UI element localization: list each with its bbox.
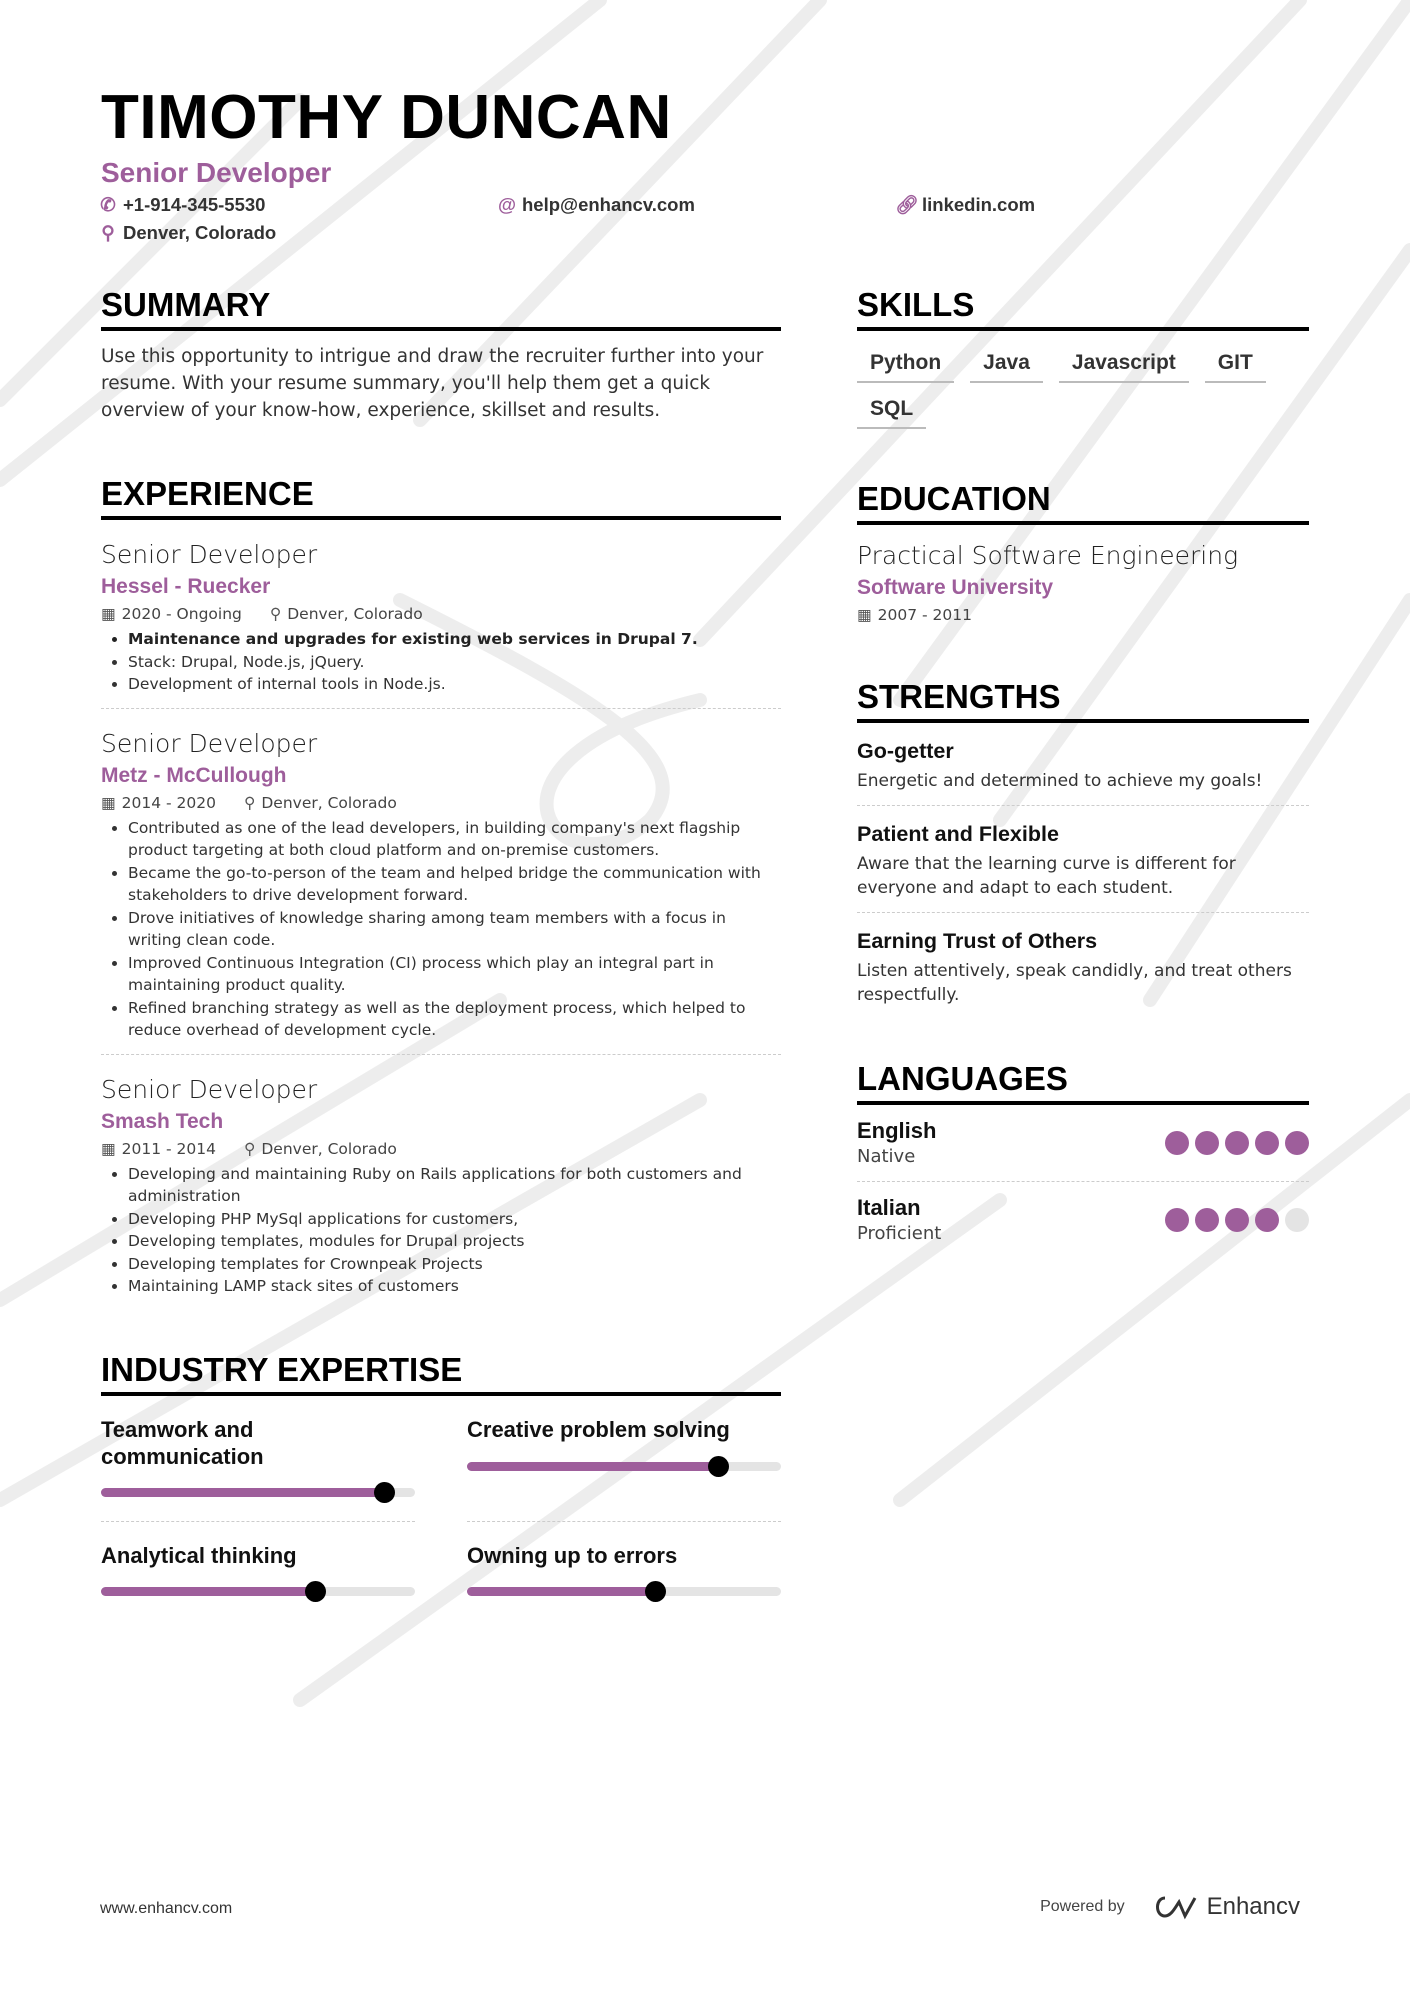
experience-entry xyxy=(101,709,781,1055)
expertise-slider-knob xyxy=(708,1456,729,1477)
job-meta xyxy=(101,602,781,626)
strength-item xyxy=(857,913,1309,1019)
education-degree: Practical Software Engineering xyxy=(857,541,1239,570)
summary-text: Use this opportunity to intrigue and draw the recruiter further into your resume. With your resume summary, you'll help them get a quick overview of your know-how, experience, skillset and results. xyxy=(101,346,764,421)
summary-section xyxy=(101,285,781,424)
job-title: Senior Developer xyxy=(101,540,318,569)
job-location xyxy=(244,1137,397,1161)
expertise-label: Owning up to errors xyxy=(467,1542,678,1568)
job-dates xyxy=(101,791,216,815)
job-meta xyxy=(101,1137,781,1161)
rating-dot xyxy=(1285,1208,1309,1232)
language-rating xyxy=(1165,1131,1309,1155)
job-location xyxy=(270,602,423,626)
rating-dot xyxy=(1225,1131,1249,1155)
job-meta xyxy=(101,791,781,815)
expertise-item xyxy=(467,1410,781,1522)
company-name: Hessel - Ruecker xyxy=(101,575,271,598)
expertise-label: Analytical thinking xyxy=(101,1542,297,1568)
bullet-item: • Developing templates for Crownpeak Projects xyxy=(128,1253,781,1276)
dates-text: 2011 - 2014 xyxy=(121,1139,216,1158)
contact-email[interactable] xyxy=(497,194,695,216)
expertise-item xyxy=(101,1536,415,1620)
expertise-slider-track xyxy=(467,1587,781,1596)
skill-tag: Java xyxy=(970,351,1043,383)
contact-phone[interactable] xyxy=(101,194,265,216)
rating-dot xyxy=(1285,1131,1309,1155)
education-dates xyxy=(857,603,1309,627)
phone-icon: ✆ xyxy=(100,194,116,215)
job-dates xyxy=(101,602,242,626)
job-title: Senior Developer xyxy=(101,1074,318,1104)
link-icon: 🔗︎ xyxy=(895,194,919,215)
job-title: Senior Developer xyxy=(101,728,318,758)
contact-link[interactable] xyxy=(895,194,1036,216)
language-level: Proficient xyxy=(857,1223,942,1244)
skill-tag: GIT xyxy=(1205,351,1266,383)
rating-dot xyxy=(1165,1131,1189,1155)
brand-name: Enhancv xyxy=(1206,1893,1300,1920)
dates-text: 2014 - 2020 xyxy=(121,793,216,812)
expertise-label: Creative problem solving xyxy=(467,1416,730,1442)
footer-powered-by xyxy=(1040,1893,1300,1921)
strength-item xyxy=(857,723,1309,806)
strength-item xyxy=(857,806,1309,913)
contact-location xyxy=(101,222,276,244)
expertise-item xyxy=(101,1410,415,1522)
enhancv-logo[interactable] xyxy=(1151,1893,1300,1921)
section-title: STRENGTHS xyxy=(857,677,1309,723)
job-bullets xyxy=(128,1163,781,1298)
bullet-item: • Became the go-to-person of the team and helped bridge the communication with stakeholders to drive development forward. xyxy=(128,862,781,907)
location-pin-icon: ⚲ xyxy=(269,605,282,623)
job-dates xyxy=(101,1137,216,1161)
at-icon: @ xyxy=(497,194,517,215)
location-pin-icon: ⚲ xyxy=(244,1139,256,1158)
location-text: Denver, Colorado xyxy=(287,605,423,623)
location-text: Denver, Colorado xyxy=(261,1139,397,1158)
skill-tag: SQL xyxy=(857,397,926,429)
expertise-slider-fill xyxy=(467,1587,655,1596)
strength-description: Listen attentively, speak candidly, and treat others respectfully. xyxy=(857,961,1292,1005)
experience-section xyxy=(101,474,781,1310)
job-bullets xyxy=(128,817,781,1042)
rating-dot xyxy=(1195,1131,1219,1155)
expertise-slider-track xyxy=(467,1462,781,1471)
bullet-item: • Developing and maintaining Ruby on Rails applications for both customers and administration xyxy=(128,1163,781,1208)
section-title: LANGUAGES xyxy=(857,1059,1309,1105)
calendar-icon: ▦ xyxy=(101,793,116,812)
contact-info xyxy=(101,194,1311,252)
bullet-item: • Maintaining LAMP stack sites of customers xyxy=(128,1275,781,1298)
calendar-icon: ▦ xyxy=(101,1139,116,1158)
section-title: EDUCATION xyxy=(857,479,1309,525)
email-text: help@enhancv.com xyxy=(522,194,695,215)
job-bullets xyxy=(128,628,781,696)
expertise-slider-knob xyxy=(645,1581,666,1602)
powered-by-text: Powered by xyxy=(1040,1898,1125,1915)
skill-tag: Javascript xyxy=(1059,351,1189,383)
section-title: INDUSTRY EXPERTISE xyxy=(101,1350,781,1396)
expertise-slider-fill xyxy=(467,1462,718,1471)
location-pin-icon: ⚲ xyxy=(101,222,115,243)
rating-dot xyxy=(1255,1131,1279,1155)
location-text: Denver, Colorado xyxy=(123,222,277,243)
link-text: linkedin.com xyxy=(922,194,1036,215)
rating-dot xyxy=(1225,1208,1249,1232)
candidate-name: TIMOTHY DUNCAN xyxy=(101,83,672,152)
bullet-item: • Improved Continuous Integration (CI) process which play an integral part in maintaining product quality. xyxy=(128,952,781,997)
phone-text: +1-914-345-5530 xyxy=(123,194,266,215)
language-info xyxy=(857,1117,936,1169)
bullet-item: • Maintenance and upgrades for existing web services in Drupal 7. xyxy=(128,628,781,651)
company-name: Metz - McCullough xyxy=(101,763,287,787)
rating-dot xyxy=(1195,1208,1219,1232)
education-school: Software University xyxy=(857,576,1054,599)
bullet-item: • Developing templates, modules for Drupal projects xyxy=(128,1230,781,1253)
location-text: Denver, Colorado xyxy=(261,793,397,812)
strength-title: Patient and Flexible xyxy=(857,822,1059,846)
expertise-slider-knob xyxy=(374,1482,395,1503)
bullet-item: • Contributed as one of the lead developers, in building company's next flagship product targeting at both cloud platform and on-premise customers. xyxy=(128,817,781,862)
enhancv-logo-icon xyxy=(1151,1894,1199,1920)
expertise-item xyxy=(467,1536,781,1620)
skills-section xyxy=(857,285,1309,429)
section-title: EXPERIENCE xyxy=(101,474,781,520)
bullet-item: • Developing PHP MySql applications for customers, xyxy=(128,1208,781,1231)
language-info xyxy=(857,1194,941,1246)
language-name: English xyxy=(857,1118,937,1143)
language-rating xyxy=(1165,1208,1309,1232)
expertise-slider-track xyxy=(101,1587,415,1596)
calendar-icon: ▦ xyxy=(857,606,872,624)
section-title: SKILLS xyxy=(857,285,1309,331)
left-column xyxy=(101,285,781,1634)
section-title: SUMMARY xyxy=(101,285,781,331)
language-item xyxy=(857,1182,1309,1258)
calendar-icon: ▦ xyxy=(101,605,116,623)
skill-tag: Python xyxy=(857,351,954,383)
right-column xyxy=(857,285,1309,1258)
strengths-section xyxy=(857,677,1309,1019)
language-level: Native xyxy=(857,1146,916,1167)
footer-website[interactable]: www.enhancv.com xyxy=(100,1900,233,1917)
language-item xyxy=(857,1105,1309,1182)
expertise-slider-track xyxy=(101,1488,415,1497)
bullet-item: • Development of internal tools in Node.js. xyxy=(128,673,781,696)
strength-title: Earning Trust of Others xyxy=(857,929,1098,953)
expertise-slider-fill xyxy=(101,1488,384,1497)
expertise-label: Teamwork and communication xyxy=(101,1416,264,1469)
resume-header xyxy=(101,82,1311,252)
strength-title: Go-getter xyxy=(857,739,954,763)
job-location xyxy=(244,791,397,815)
dates-text: 2007 - 2011 xyxy=(877,606,972,624)
company-name: Smash Tech xyxy=(101,1109,224,1133)
location-pin-icon: ⚲ xyxy=(244,793,256,812)
candidate-role: Senior Developer xyxy=(101,157,332,188)
strength-description: Aware that the learning curve is different for everyone and adapt to each student. xyxy=(857,854,1236,898)
industry-expertise-section xyxy=(101,1350,781,1634)
expertise-slider-knob xyxy=(305,1581,326,1602)
bullet-item: • Drove initiatives of knowledge sharing among team members with a focus in writing clean code. xyxy=(128,907,781,952)
expertise-slider-fill xyxy=(101,1587,315,1596)
language-name: Italian xyxy=(857,1195,921,1220)
dates-text: 2020 - Ongoing xyxy=(121,605,242,623)
bullet-item: • Refined branching strategy as well as the deployment process, which helped to reduce overhead of development cycle. xyxy=(128,997,781,1042)
experience-entry xyxy=(101,520,781,709)
experience-entry xyxy=(101,1055,781,1310)
bullet-item: • Stack: Drupal, Node.js, jQuery. xyxy=(128,651,781,674)
strength-description: Energetic and determined to achieve my goals! xyxy=(857,771,1263,791)
languages-section xyxy=(857,1059,1309,1258)
education-section xyxy=(857,479,1309,627)
rating-dot xyxy=(1255,1208,1279,1232)
rating-dot xyxy=(1165,1208,1189,1232)
